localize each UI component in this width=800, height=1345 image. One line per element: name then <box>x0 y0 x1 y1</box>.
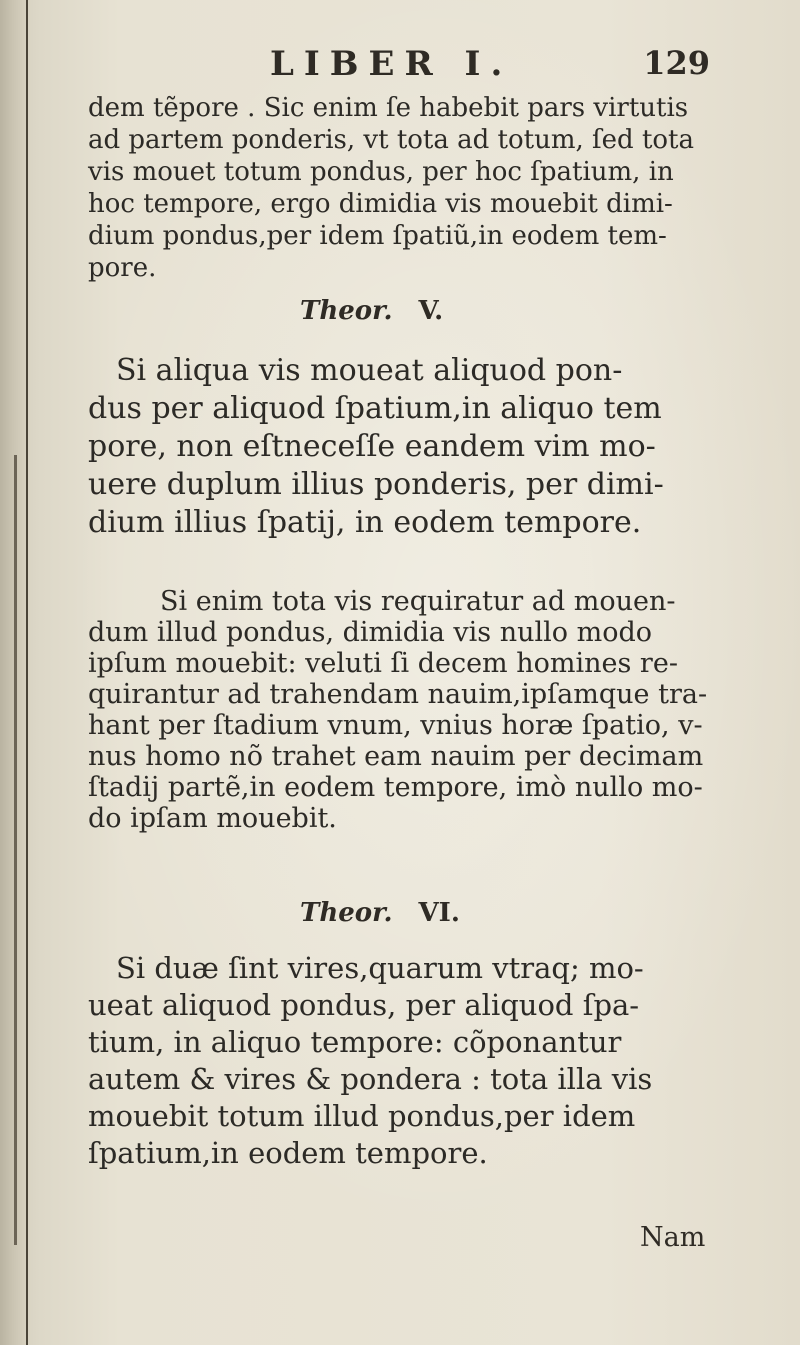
theorem-5-explanation <box>88 586 728 834</box>
text-line: pore. <box>88 253 157 283</box>
text-line: do ipſam mouebit. <box>88 803 337 834</box>
text-line: dium illius ſpatij, in eodem tempore. <box>88 505 642 540</box>
text-line: dum illud pondus, dimidia vis nullo modo <box>88 617 653 648</box>
text-line: hoc tempore, ergo dimidia vis mouebit dimi- <box>88 189 673 219</box>
text-line: Si duæ ſint vires,quarum vtraq; mo- <box>116 951 644 985</box>
text-line: ad partem ponderis, vt tota ad totum, ſed tota <box>88 125 694 155</box>
page-number: 129 <box>643 44 710 82</box>
text-line: mouebit totum illud pondus,per idem <box>88 1099 636 1133</box>
text-line: pore, non eſtneceſſe eandem vim mo- <box>88 429 656 464</box>
text-line: nus homo nõ trahet eam nauim per decimam <box>88 741 704 772</box>
binding-rule-line-inner <box>14 455 17 1245</box>
text-line: tium, in aliquo tempore: cõponantur <box>88 1025 622 1059</box>
theorem-label: Theor. <box>300 898 393 928</box>
text-line: vis mouet totum pondus, per hoc ſpatium, in <box>88 157 674 187</box>
theorem-number: VI. <box>418 898 460 928</box>
running-head: LIBER I. <box>270 44 513 84</box>
text-line: dem tẽpore . Sic enim ſe habebit pars virtutis <box>88 93 689 123</box>
text-line: quirantur ad trahendam nauim,ipſamque tra- <box>88 679 708 710</box>
binding-rule-line <box>26 0 28 1345</box>
text-line: ſtadij partẽ,in eodem tempore, imò nullo mo- <box>88 772 703 803</box>
text-line: ueat aliquod pondus, per aliquod ſpa- <box>88 988 640 1022</box>
theorem-heading-5 <box>300 296 443 326</box>
theorem-6-statement <box>88 950 728 1172</box>
theorem-label: Theor. <box>300 296 393 326</box>
text-line: Si enim tota vis requiratur ad mouen- <box>160 586 676 617</box>
paragraph-continuation <box>88 92 728 284</box>
text-line: hant per ſtadium vnum, vnius horæ ſpatio, v- <box>88 710 703 741</box>
theorem-number: V. <box>418 296 444 326</box>
theorem-heading-6 <box>300 898 460 928</box>
theorem-5-statement <box>88 352 728 542</box>
text-line: ſpatium,in eodem tempore. <box>88 1136 488 1170</box>
text-line: autem & vires & pondera : tota illa vis <box>88 1062 653 1096</box>
text-line: Si aliqua vis moueat aliquod pon- <box>116 353 623 388</box>
text-line: ipſum mouebit: veluti ſi decem homines re- <box>88 648 678 679</box>
text-line: dus per aliquod ſpatium,in aliquo tem <box>88 391 662 426</box>
text-line: dium pondus,per idem ſpatiũ,in eodem tem- <box>88 221 667 251</box>
catchword: Nam <box>640 1222 706 1253</box>
text-line: uere duplum illius ponderis, per dimi- <box>88 467 664 502</box>
page-header <box>60 44 710 94</box>
page-binding-edge <box>0 0 26 1345</box>
